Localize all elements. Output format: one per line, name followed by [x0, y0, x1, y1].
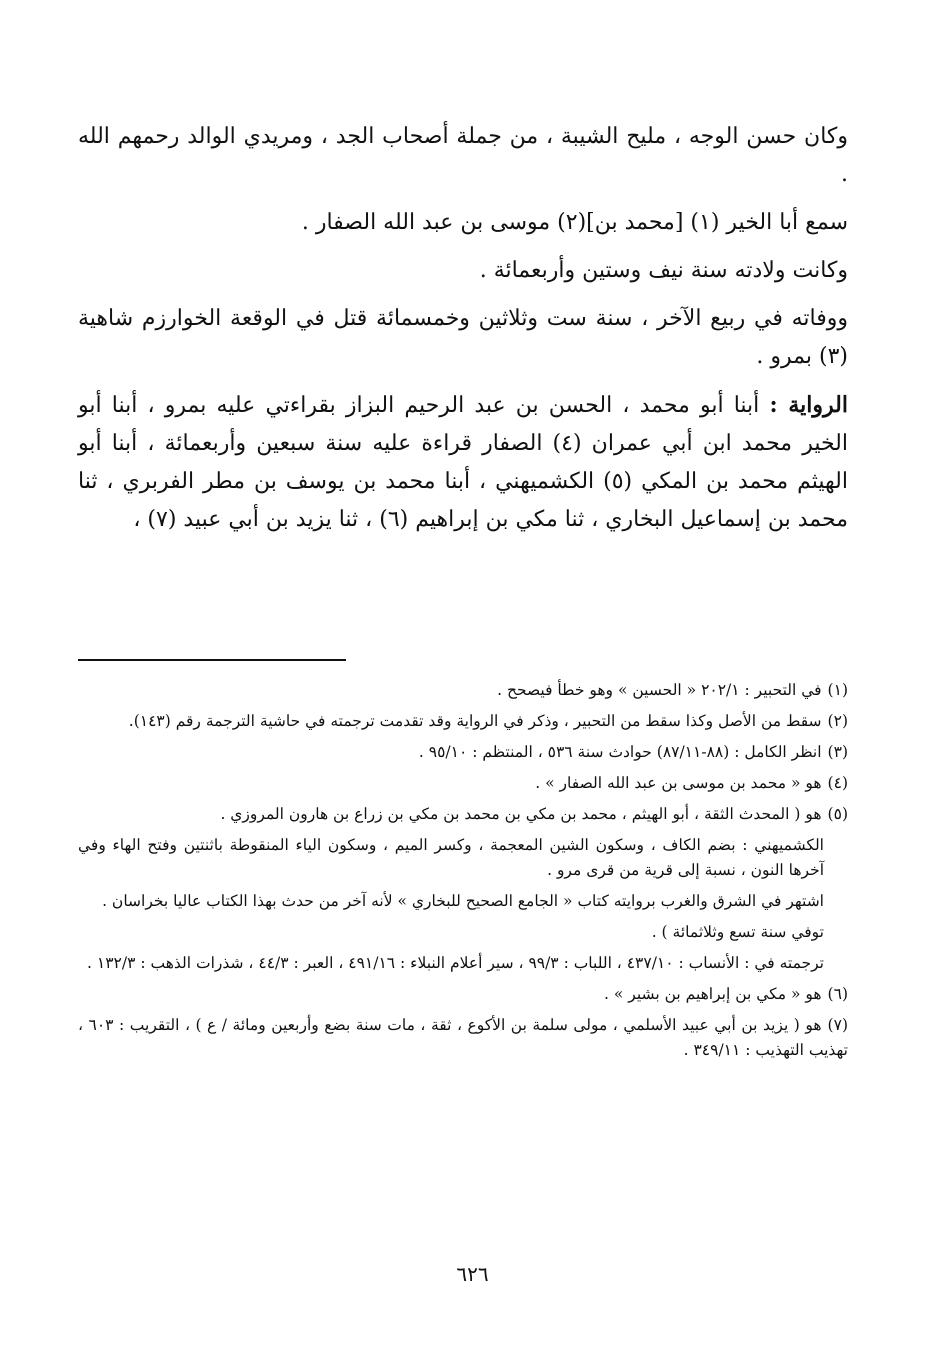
footnote-text: انظر الكامل : (٨٨-٨٧/١١) حوادث سنة ٥٣٦ ، المنتظم : ٩٥/١٠ .: [418, 743, 822, 761]
main-text: [78, 118, 848, 549]
footnote-text: سقط من الأصل وكذا سقط من التحبير ، وذكر في الرواية وقد تقدمت ترجمته في حاشية الترجمة رقم (١٤٣).: [128, 712, 822, 730]
footnote-number: (١): [827, 681, 848, 699]
paragraph-death: ووفاته في ربيع الآخر ، سنة ست وثلاثين وخمسمائة قتل في الوقعة الخوارزم شاهية (٣) بمرو .: [78, 306, 848, 369]
footnote-1: [78, 678, 848, 703]
footnote-3: [78, 740, 848, 765]
footnote-text: هو « محمد بن موسى بن عبد الله الصفار » .: [535, 774, 822, 792]
footnote-text: في التحبير : ٢٠٢/١ « الحسين » وهو خطأ فيصحح .: [497, 681, 822, 699]
footnote-5-nisba: الكشميهني : بضم الكاف ، وسكون الشين المعجمة ، وكسر الميم ، وسكون الياء المنقوطة باثنتين وفتح الهاء وفي آخرها النون ، نسبة إلى قرية من قرى مرو .: [78, 836, 824, 879]
footnote-number: (٧): [827, 1016, 848, 1034]
footnote-number: (٥): [827, 805, 848, 823]
footnote-number: (٦): [827, 985, 848, 1003]
paragraph-birth: وكانت ولادته سنة نيف وستين وأربعمائة .: [479, 258, 848, 283]
footnote-divider: [78, 659, 346, 661]
page-number: ٦٢٦: [456, 1262, 489, 1286]
footnote-6: [78, 982, 848, 1007]
footnote-number: (٤): [827, 774, 848, 792]
footnotes: [78, 678, 848, 1069]
footnote-5-death: توفي سنة تسع وثلاثمائة ) .: [651, 923, 824, 941]
riwaya-text: أبنا أبو محمد ، الحسن بن عبد الرحيم البزاز بقراءتي عليه بمرو ، أبنا أبو الخير محمد ابن أبي عمران (٤) الصفار قراءة عليه سنة سبعين وأربعمائة ، أبنا أبو الهيثم محمد بن المكي (٥) الكشميهني ، أبنا محمد بن يوسف بن مطر الفربري ، ثنا محمد بن إسماعيل البخاري ، ثنا مكي بن إبراهيم (٦) ، ثنا يزيد بن أبي عبيد (٧) ،: [78, 393, 848, 532]
paragraph-riwaya: [78, 386, 848, 539]
footnote-5-fame: اشتهر في الشرق والغرب بروايته كتاب « الجامع الصحيح للبخاري » لأنه آخر من حدث بهذا الكتاب عاليا بخراسان .: [102, 892, 824, 910]
footnote-7: [78, 1013, 848, 1063]
footnote-5: [78, 802, 848, 827]
footnote-text: هو ( يزيد بن أبي عبيد الأسلمي ، مولى سلمة بن الأكوع ، ثقة ، مات سنة بضع وأربعين ومائة / ع ) ، التقريب : ٦٠٣ ، تهذيب التهذيب : ٣٤٩/١١ .: [78, 1016, 848, 1059]
footnote-number: (٢): [827, 712, 848, 730]
riwaya-label: الرواية :: [769, 392, 848, 418]
footnote-2: [78, 709, 848, 734]
footnote-number: (٣): [827, 743, 848, 761]
footnote-5-sources: ترجمته في : الأنساب : ٤٣٧/١٠ ، اللباب : ٩٩/٣ ، سير أعلام النبلاء : ٤٩١/١٦ ، العبر : ٤٤/٣ ، شذرات الذهب : ١٣٢/٣ .: [87, 954, 824, 972]
footnote-text: هو ( المحدث الثقة ، أبو الهيثم ، محمد بن مكي بن محمد بن مكي بن زراع بن هارون المروزي .: [220, 805, 822, 823]
paragraph-teacher: سمع أبا الخير (١) [محمد بن](٢) موسى بن عبد الله الصفار .: [301, 210, 848, 235]
paragraph-description: وكان حسن الوجه ، مليح الشيبة ، من جملة أصحاب الجد ، ومريدي الوالد رحمهم الله .: [78, 124, 849, 187]
footnote-text: هو « مكي بن إبراهيم بن بشير » .: [604, 985, 822, 1003]
footnote-4: [78, 771, 848, 796]
